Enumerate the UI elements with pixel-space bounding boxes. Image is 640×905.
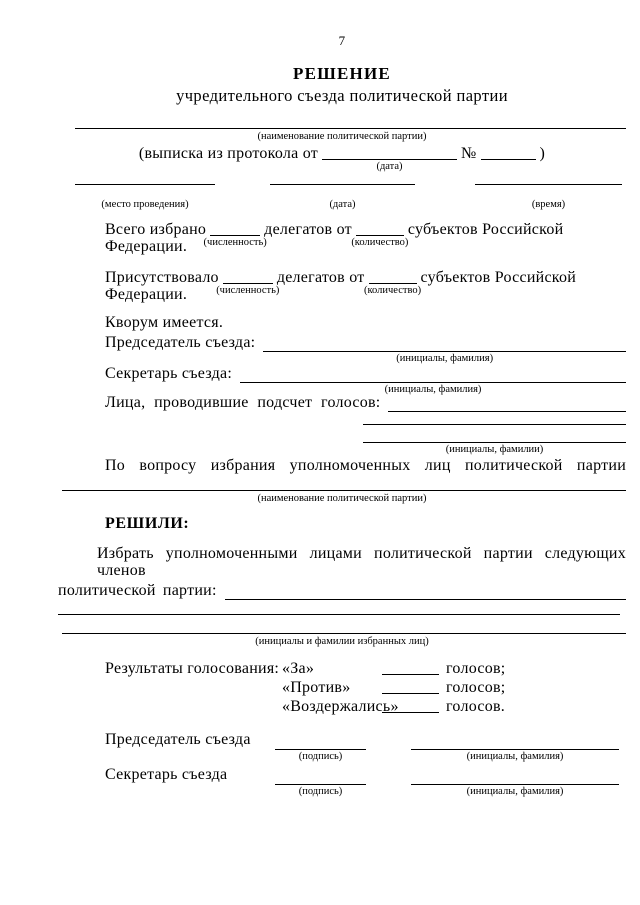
vote-option-for: «За» (282, 660, 315, 677)
secretary-name-caption: (инициалы, фамилия) (384, 384, 482, 395)
protocol-prefix-text: (выписка из протокола от (138, 145, 319, 162)
vote-counters-row (58, 394, 626, 412)
vote-counters-blank-1 (388, 394, 626, 412)
present-text-1: Присутствовало (105, 269, 219, 286)
venue-time-blank (475, 184, 622, 185)
signature-row-secretary (58, 766, 626, 797)
secretary-signature-role: Секретарь съезда (105, 766, 228, 783)
question-line: По вопросу избрания уполномоченных лиц политической партии (105, 457, 626, 474)
vote-counters-label: Лица, проводившие подсчет голосов: (105, 394, 381, 411)
party-name-blank (75, 128, 626, 129)
secretary-fullname-blank (411, 766, 619, 797)
elected-subjects-blank (351, 222, 409, 248)
present-subjects-blank (363, 270, 422, 296)
decision-title: РЕШЕНИЕ (293, 64, 391, 83)
secretary-label: Секретарь съезда: (105, 365, 233, 382)
venue-place-blank (75, 184, 215, 185)
secretary-name-blank (240, 365, 626, 395)
chairman-name-blank (263, 334, 626, 364)
venue-date-caption: (дата) (329, 199, 356, 210)
elected-count-caption: (численность) (203, 237, 267, 248)
vote-option-against: «Против» (282, 679, 351, 696)
venue-time-caption: (время) (531, 199, 566, 210)
signature-row-chairman (58, 731, 626, 762)
secretary-row (58, 365, 626, 395)
vote-counters-blank-3 (363, 442, 626, 455)
party-name-blank-2 (62, 490, 626, 491)
secretary-signature-caption: (подпись) (298, 786, 343, 797)
voting-results-label: Результаты голосования: (105, 660, 280, 677)
vote-for-suffix: голосов; (446, 660, 506, 677)
protocol-number-sign: № (461, 145, 477, 162)
venue-date-blank (270, 184, 415, 185)
chairman-signature-caption: (подпись) (298, 751, 343, 762)
present-text-2: делегатов от (276, 269, 365, 286)
chairman-signature-blank (275, 731, 366, 762)
vote-row-for (58, 660, 626, 677)
vote-abstained-blank (382, 698, 439, 713)
vote-row-against (58, 679, 626, 696)
protocol-number-blank (481, 146, 536, 160)
resolution-text-line-2 (58, 582, 626, 600)
delegates-present-line (58, 269, 626, 303)
delegates-elected-line (58, 221, 626, 255)
secretary-fullname-caption: (инициалы, фамилия) (466, 786, 564, 797)
present-text-3: субъектов Российской Федерации. (105, 269, 577, 303)
decision-subtitle: учредительного съезда политической партии (176, 86, 508, 105)
present-count-blank (216, 270, 280, 296)
resolution-text-line-2-label: политической партии: (58, 582, 217, 599)
elected-subjects-caption: (количество) (351, 237, 409, 248)
present-subjects-caption: (количество) (363, 285, 422, 296)
vote-row-abstained (58, 698, 626, 715)
resolution-text-line-1: Избрать уполномоченными лицами политической партии следующих членов (97, 545, 626, 579)
elected-names-blank-2 (58, 614, 620, 615)
vote-counters-blank-2 (363, 424, 626, 425)
elected-text-2: делегатов от (264, 221, 352, 238)
quorum-line: Кворум имеется. (105, 314, 224, 331)
party-name-caption: (наименование политической партии) (257, 131, 427, 142)
protocol-date-caption: (дата) (376, 161, 403, 172)
chairman-label: Председатель съезда: (105, 334, 256, 351)
vote-counters-caption: (инициалы, фамилии) (445, 444, 544, 455)
protocol-date-blank (322, 146, 457, 172)
vote-abstained-suffix: голосов. (446, 698, 505, 715)
venue-place-caption: (место проведения) (101, 199, 189, 210)
vote-option-abstained: «Воздержались» (282, 698, 399, 715)
venue-date-field (270, 184, 415, 210)
chairman-name-caption: (инициалы, фамилия) (396, 353, 494, 364)
chairman-row (58, 334, 626, 364)
protocol-extract-line (58, 145, 626, 172)
elected-names-blank-3 (62, 633, 626, 634)
venue-place-field (75, 184, 215, 210)
chairman-fullname-caption: (инициалы, фамилия) (466, 751, 564, 762)
elected-count-blank (203, 222, 267, 248)
venue-row (58, 184, 626, 210)
protocol-close-paren: ) (539, 145, 546, 162)
present-count-caption: (численность) (216, 285, 280, 296)
resolved-heading: РЕШИЛИ: (105, 515, 190, 532)
chairman-signature-role: Председатель съезда (105, 731, 251, 748)
elected-names-caption: (инициалы и фамилии избранных лиц) (255, 636, 429, 647)
vote-against-blank (382, 679, 439, 694)
elected-names-blank-1 (225, 582, 626, 600)
elected-text-3: субъектов Российской Федерации. (105, 221, 564, 255)
vote-against-suffix: голосов; (446, 679, 506, 696)
vote-for-blank (382, 660, 439, 675)
party-name-caption-2: (наименование политической партии) (257, 493, 427, 504)
venue-time-field (475, 184, 622, 210)
chairman-fullname-blank (411, 731, 619, 762)
page-number: 7 (338, 33, 346, 48)
elected-text-1: Всего избрано (105, 221, 207, 238)
secretary-signature-blank (275, 766, 366, 797)
